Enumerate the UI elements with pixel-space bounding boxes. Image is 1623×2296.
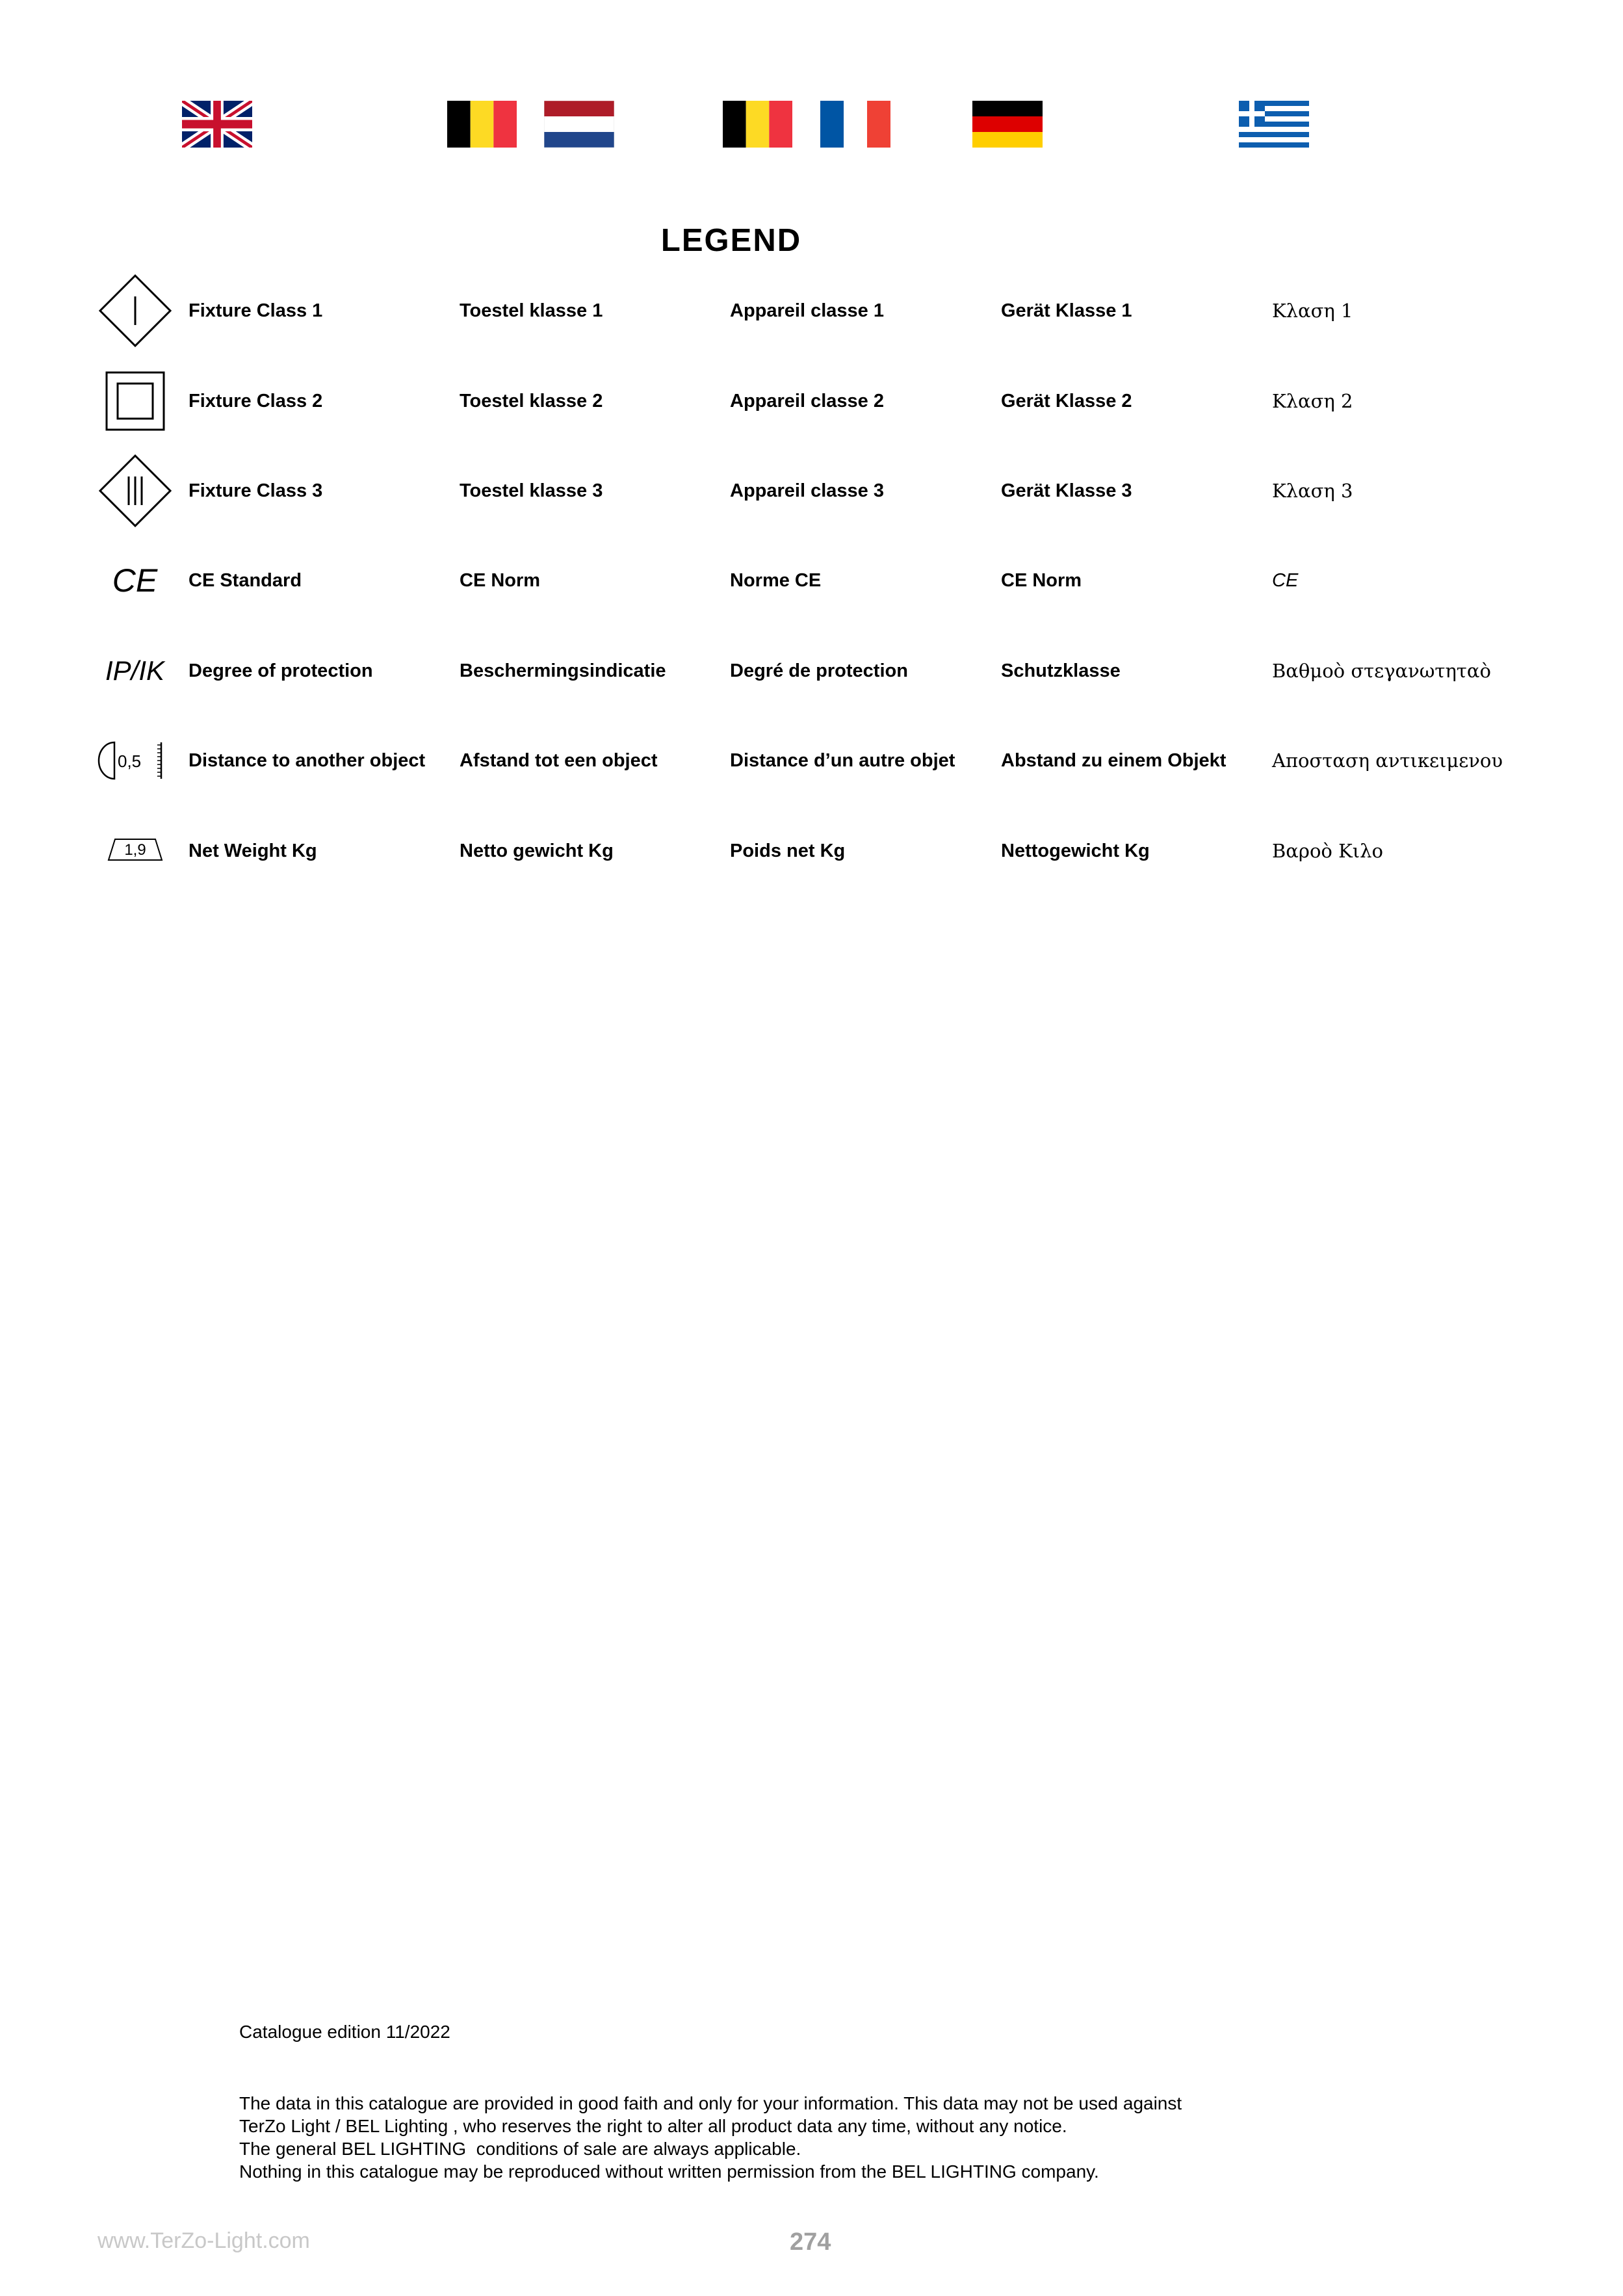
- label-gr: Κλαση 2: [1272, 390, 1353, 412]
- legend-row-distance: [0, 722, 1623, 800]
- label-en: Fixture Class 2: [188, 390, 323, 411]
- ip-ik-text: IP/IK: [105, 655, 165, 686]
- label-de: Gerät Klasse 3: [1001, 480, 1132, 501]
- label-fr: Distance d’un autre objet: [730, 750, 955, 771]
- label-gr: Κλαση 3: [1272, 480, 1353, 502]
- legend-row-ip-ik: [0, 632, 1623, 710]
- label-nl: Toestel klasse 1: [460, 300, 603, 321]
- germany-flag: [972, 101, 1043, 148]
- france-flag: [820, 101, 890, 148]
- label-gr: CE: [1272, 569, 1299, 591]
- ce-mark-text: CE: [112, 562, 158, 599]
- class-1-icon: [94, 272, 175, 350]
- legend-row-class-1: [0, 272, 1623, 350]
- disclaimer-line: The general BEL LIGHTING conditions of sale are always applicable.: [239, 2139, 801, 2159]
- page-title: LEGEND: [660, 223, 802, 258]
- label-nl: Afstand tot een object: [460, 750, 658, 771]
- class-3-icon: [94, 452, 175, 530]
- weight-value: 1,9: [123, 841, 146, 859]
- belgium-flag-2: [723, 101, 792, 148]
- label-fr: Poids net Kg: [730, 840, 846, 861]
- page-number: 274: [790, 2228, 831, 2256]
- label-fr: Degré de protection: [730, 660, 908, 681]
- label-gr: Βαροὸ Κιλο: [1272, 840, 1383, 862]
- label-gr: Βαθμοὸ στεγανωτηταὸ: [1272, 660, 1491, 682]
- belgium-flag-1: [447, 101, 517, 148]
- ip-ik-icon: [94, 632, 175, 710]
- label-en: CE Standard: [188, 569, 302, 591]
- uk-flag: [182, 101, 252, 148]
- legend-row-class-2: [0, 362, 1623, 440]
- label-fr: Norme CE: [730, 569, 822, 591]
- label-de: Nettogewicht Kg: [1001, 840, 1150, 861]
- label-gr: Κλαση 1: [1272, 300, 1353, 322]
- label-fr: Appareil classe 1: [730, 300, 884, 321]
- disclaimer-line: Nothing in this catalogue may be reproduced without written permission from the BEL LIGHTING company.: [239, 2161, 1099, 2182]
- label-en: Net Weight Kg: [188, 840, 317, 861]
- greece-flag: [1239, 101, 1309, 148]
- label-de: CE Norm: [1001, 569, 1082, 591]
- label-en: Distance to another object: [188, 750, 426, 771]
- legend-row-ce: [0, 541, 1623, 620]
- catalogue-edition: Catalogue edition 11/2022: [239, 2022, 450, 2042]
- label-de: Schutzklasse: [1001, 660, 1121, 681]
- label-en: Fixture Class 3: [188, 480, 323, 501]
- label-nl: Toestel klasse 3: [460, 480, 603, 501]
- label-de: Abstand zu einem Objekt: [1001, 750, 1227, 771]
- distance-icon: [94, 722, 175, 800]
- distance-value: 0,5: [117, 751, 141, 771]
- label-nl: Netto gewicht Kg: [460, 840, 614, 861]
- netherlands-flag: [544, 101, 614, 148]
- disclaimer: [239, 2092, 1182, 2183]
- class-2-icon: [94, 362, 175, 440]
- legend-row-weight: [0, 812, 1623, 890]
- label-en: Fixture Class 1: [188, 300, 323, 321]
- disclaimer-line: TerZo Light / BEL Lighting , who reserves the right to alter all product data any time, without any notice.: [239, 2116, 1067, 2136]
- label-nl: Toestel klasse 2: [460, 390, 603, 411]
- label-nl: CE Norm: [460, 569, 541, 591]
- label-fr: Appareil classe 3: [730, 480, 884, 501]
- legend-row-class-3: [0, 452, 1623, 530]
- ce-mark-icon: [94, 541, 175, 620]
- label-fr: Appareil classe 2: [730, 390, 884, 411]
- label-en: Degree of protection: [188, 660, 373, 681]
- website-link[interactable]: www.TerZo-Light.com: [97, 2228, 310, 2253]
- disclaimer-line: The data in this catalogue are provided in good faith and only for your information. This data may not be used against: [239, 2093, 1182, 2113]
- label-de: Gerät Klasse 2: [1001, 390, 1132, 411]
- label-de: Gerät Klasse 1: [1001, 300, 1132, 321]
- weight-icon: [94, 812, 175, 890]
- label-gr: Αποσταση αντικειμενου: [1272, 750, 1503, 772]
- label-nl: Beschermingsindicatie: [460, 660, 666, 681]
